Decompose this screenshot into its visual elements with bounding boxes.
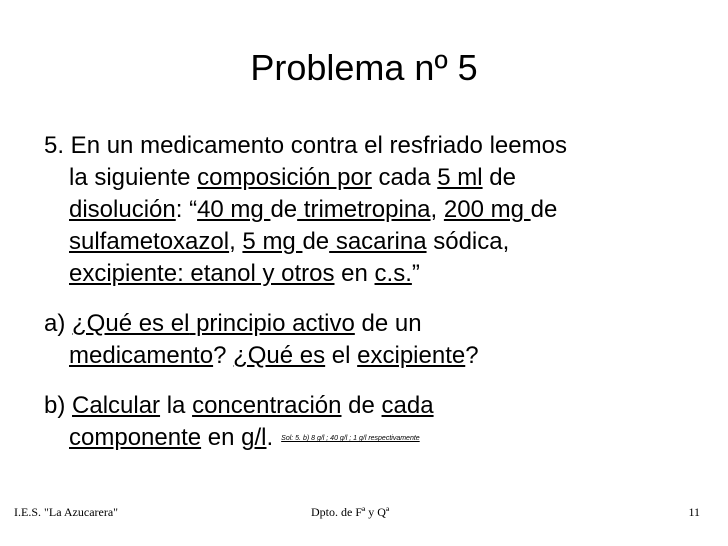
problem-text: : “: [175, 196, 198, 223]
problem-text: 5. En un medicamento contra el resfriado leemos: [44, 132, 567, 159]
question-text: la: [160, 392, 193, 419]
problem-text: ,: [229, 228, 243, 255]
question-b-line-2: [44, 422, 704, 454]
question-text-underlined: concentración: [192, 392, 342, 419]
problem-text-underlined: sacarina: [329, 228, 427, 255]
question-text: a): [44, 310, 73, 337]
question-text: el: [325, 342, 358, 369]
problem-text: de: [482, 164, 516, 191]
question-text-underlined: ¿Qué es el: [72, 310, 190, 337]
problem-text-underlined: excipiente: etanol y otros: [69, 260, 335, 287]
problem-text: ,: [430, 196, 444, 223]
problem-text-underlined: 5 ml: [437, 164, 483, 191]
question-text-underlined: ¿Qué es: [233, 342, 326, 369]
question-a: [44, 308, 704, 372]
footer-page-number: 11: [688, 505, 700, 519]
question-a-line-2: [44, 340, 704, 372]
problem-text: de: [270, 196, 298, 223]
footer-department: Dpto. de Fª y Qª: [311, 505, 390, 519]
question-text: .: [266, 424, 274, 451]
problem-text-underlined: sulfametoxazol: [69, 228, 230, 255]
problem-text-underlined: trimetropina: [297, 196, 431, 223]
question-b-line-1: [44, 390, 704, 422]
question-text: en: [201, 424, 242, 451]
problem-line-3: [44, 194, 704, 226]
problem-text-underlined: 5 mg: [242, 228, 303, 255]
problem-text-underlined: 200 mg: [443, 196, 531, 223]
question-text-underlined: g/l: [241, 424, 267, 451]
problem-text-underlined: 40 mg: [197, 196, 271, 223]
question-text: de: [341, 392, 382, 419]
question-text-underlined: cada: [381, 392, 434, 419]
question-text-underlined: principio activo: [189, 310, 355, 337]
problem-text-underlined: c.s.: [374, 260, 412, 287]
footer-school: I.E.S. "La Azucarera": [14, 505, 119, 519]
problem-text-underlined: composición por: [197, 164, 372, 191]
question-a-line-1: [44, 308, 704, 340]
problem-text: ”: [411, 260, 420, 287]
question-text-underlined: componente: [69, 424, 202, 451]
question-text-underlined: Calcular: [72, 392, 161, 419]
problem-text: sódica,: [426, 228, 510, 255]
problem-text: la siguiente: [69, 164, 198, 191]
problem-text: de: [302, 228, 330, 255]
problem-line-2: [44, 162, 704, 194]
question-text-underlined: excipiente: [357, 342, 466, 369]
question-b: [44, 390, 704, 454]
problem-statement: [44, 130, 704, 290]
problem-line-4: [44, 226, 704, 258]
problem-line-1: [44, 130, 704, 162]
problem-text: cada: [371, 164, 438, 191]
question-text-underlined: medicamento: [69, 342, 214, 369]
problem-text: de: [530, 196, 558, 223]
question-text: b): [44, 392, 73, 419]
question-text: de un: [354, 310, 422, 337]
problem-text: en: [334, 260, 375, 287]
problem-line-5: [44, 258, 704, 290]
problem-text-underlined: disolución: [69, 196, 176, 223]
question-text: ?: [213, 342, 234, 369]
slide-title: Problema nº 5: [250, 47, 478, 88]
question-text: ?: [465, 342, 479, 369]
solution-note: Sol: 5. b) 8 g/l ; 40 g/l ; 1 g/l respectivamente: [281, 435, 420, 442]
